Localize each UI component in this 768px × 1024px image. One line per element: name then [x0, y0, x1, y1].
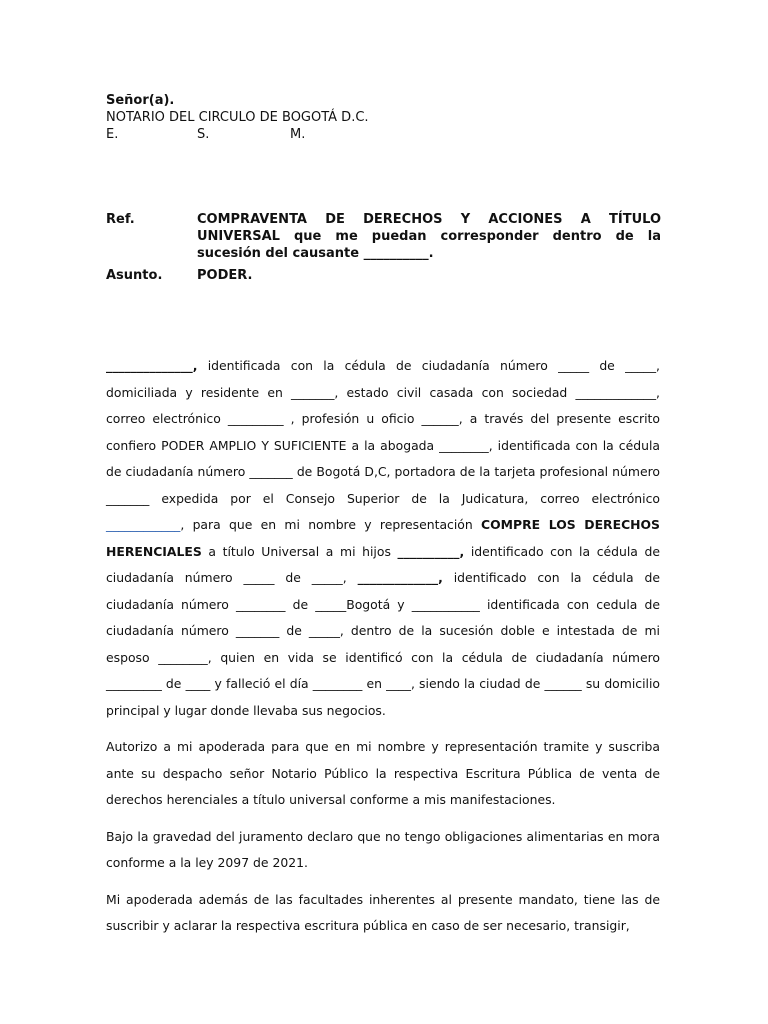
paragraph-text: identificado con la cédula de ciudadanía número ________ de _____Bogotá y ___________ identificada con cedula de ciudadanía número _______ de _____, dentro de la sucesión doble e intestada de mi esposo ________, quien en vida se identificó con la cédula de ciudadanía número _________ de ____ y falleció el día ________ en ____, siendo la ciudad de ______ su domicilio principal y lugar donde llevaba sus negocios. [106, 570, 660, 718]
asunto-text: PODER. [197, 268, 253, 283]
ref-row [106, 211, 661, 262]
paragraph-oath: Bajo la gravedad del juramento declaro que no tengo obligaciones alimentarias en mora conforme a la ley 2097 de 2021. [106, 828, 660, 870]
paragraph-text: a título Universal a mi hijos [201, 543, 398, 559]
paragraph-power [106, 353, 660, 724]
grantor-name-blank: ______________, [106, 358, 198, 373]
paragraph-authorization: Autorizo a mi apoderada para que en mi nombre y representación tramite y suscriba ante su despacho señor Notario Público la respectiva Escritura Pública de venta de derechos herenciales a título universal conforme a mis manifestaciones. [106, 739, 660, 807]
recipient: NOTARIO DEL CIRCULO DE BOGOTÁ D.C. [106, 110, 369, 125]
bold-phrase: COMPRE LOS DERECHOS HERENCIALES [106, 517, 660, 559]
esm-e: E. [106, 127, 119, 142]
esm-s: S. [197, 127, 210, 142]
ref-label: Ref. [106, 212, 135, 227]
ref-text: COMPRAVENTA DE DERECHOS Y ACCIONES A TÍTULO UNIVERSAL que me puedan corresponder dentro de la sucesión del causante __________. [197, 212, 661, 261]
reference-block [106, 211, 661, 284]
paragraph-faculties: Mi apoderada además de las facultades inherentes al presente mandato, tiene las de suscribir y aclarar la respectiva escritura pública en caso de ser necesario, transigir, [106, 891, 660, 933]
esm-line [106, 126, 369, 143]
son-name-blank: __________, [397, 543, 465, 559]
email-link[interactable]: ____________ [106, 517, 181, 532]
salutation: Señor(a). [106, 93, 175, 108]
asunto-label: Asunto. [106, 268, 163, 283]
letter-header [106, 92, 369, 143]
son-name-blank-2: _____________, [357, 570, 443, 585]
paragraph-text: identificado con la cédula de ciudadanía número _____ de _____, [106, 543, 660, 585]
paragraph-text: , para que en mi nombre y representación [180, 517, 482, 532]
asunto-row [106, 267, 661, 284]
letter-body [106, 353, 660, 940]
esm-m: M. [290, 127, 306, 142]
paragraph-text: identificada con la cédula de ciudadanía número _____ de _____, domiciliada y residente en _______, estado civil casada con sociedad _____________, correo electrónico _________ , profesión u oficio ______, a través del presente escrito confiero PODER AMPLIO Y SUFICIENTE a la abogada ________, identificada con la cédula de ciudadanía número _______ de Bogotá D,C, portadora de la tarjeta profesional número _______ expedida por el Consejo Superior de la Judicatura, correo electrónico [106, 358, 660, 506]
